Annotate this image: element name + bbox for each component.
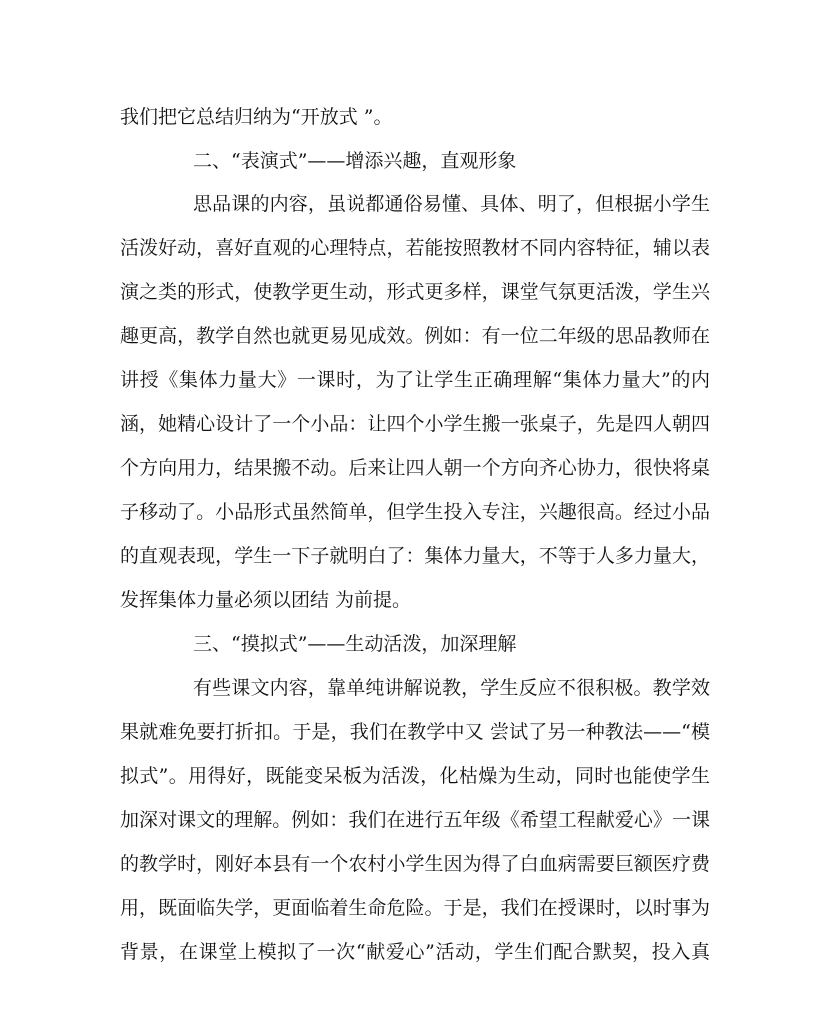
paragraph-line: 讲授《集体力量大》一课时，为了让学生正确理解“集体力量大”的内 bbox=[120, 369, 710, 391]
section-heading: 三、“摸拟式”——生动活泼，加深理解 bbox=[193, 633, 517, 655]
paragraph-line: 我们把它总结归纳为“开放式 ”。 bbox=[120, 106, 393, 128]
paragraph-line: 有些课文内容，靠单纯讲解说教，学生反应不很积极。教学效 bbox=[193, 677, 710, 699]
paragraph-line: 加深对课文的理解。例如：我们在进行五年级《希望工程献爱心》一课 bbox=[120, 809, 710, 831]
paragraph-line: 个方向用力，结果搬不动。后来让四人朝一个方向齐心协力，很快将桌 bbox=[120, 457, 710, 479]
paragraph-line: 拟式”。用得好，既能变呆板为活泼，化枯燥为生动，同时也能使学生 bbox=[120, 765, 710, 787]
paragraph-line: 的教学时，刚好本县有一个农村小学生因为得了白血病需要巨额医疗费 bbox=[120, 853, 710, 875]
paragraph-line: 涵，她精心设计了一个小品：让四个小学生搬一张桌子，先是四人朝四 bbox=[120, 413, 710, 435]
paragraph-line: 活泼好动，喜好直观的心理特点，若能按照教材不同内容特征，辅以表 bbox=[120, 237, 710, 259]
paragraph-line: 的直观表现，学生一下子就明白了：集体力量大，不等于人多力量大， bbox=[120, 545, 710, 567]
paragraph-line: 子移动了。小品形式虽然简单，但学生投入专注，兴趣很高。经过小品 bbox=[120, 501, 710, 523]
paragraph-line: 思品课的内容，虽说都通俗易懂、具体、明了，但根据小学生 bbox=[193, 193, 710, 215]
paragraph-line: 背景，在课堂上模拟了一次“献爱心”活动，学生们配合默契，投入真 bbox=[120, 941, 710, 963]
paragraph-line: 用，既面临失学，更面临着生命危险。于是，我们在授课时，以时事为 bbox=[120, 897, 710, 919]
section-heading: 二、“表演式”——增添兴趣，直观形象 bbox=[193, 150, 517, 172]
paragraph-line: 发挥集体力量必须以团结 为前提。 bbox=[120, 589, 412, 611]
paragraph-line: 果就难免要打折扣。于是，我们在教学中又 尝试了另一种教法——“模 bbox=[120, 721, 710, 743]
paragraph-line: 演之类的形式，使教学更生动，形式更多样，课堂气氛更活泼，学生兴 bbox=[120, 281, 710, 303]
paragraph-line: 趣更高，教学自然也就更易见成效。例如：有一位二年级的思品教师在 bbox=[120, 325, 710, 347]
